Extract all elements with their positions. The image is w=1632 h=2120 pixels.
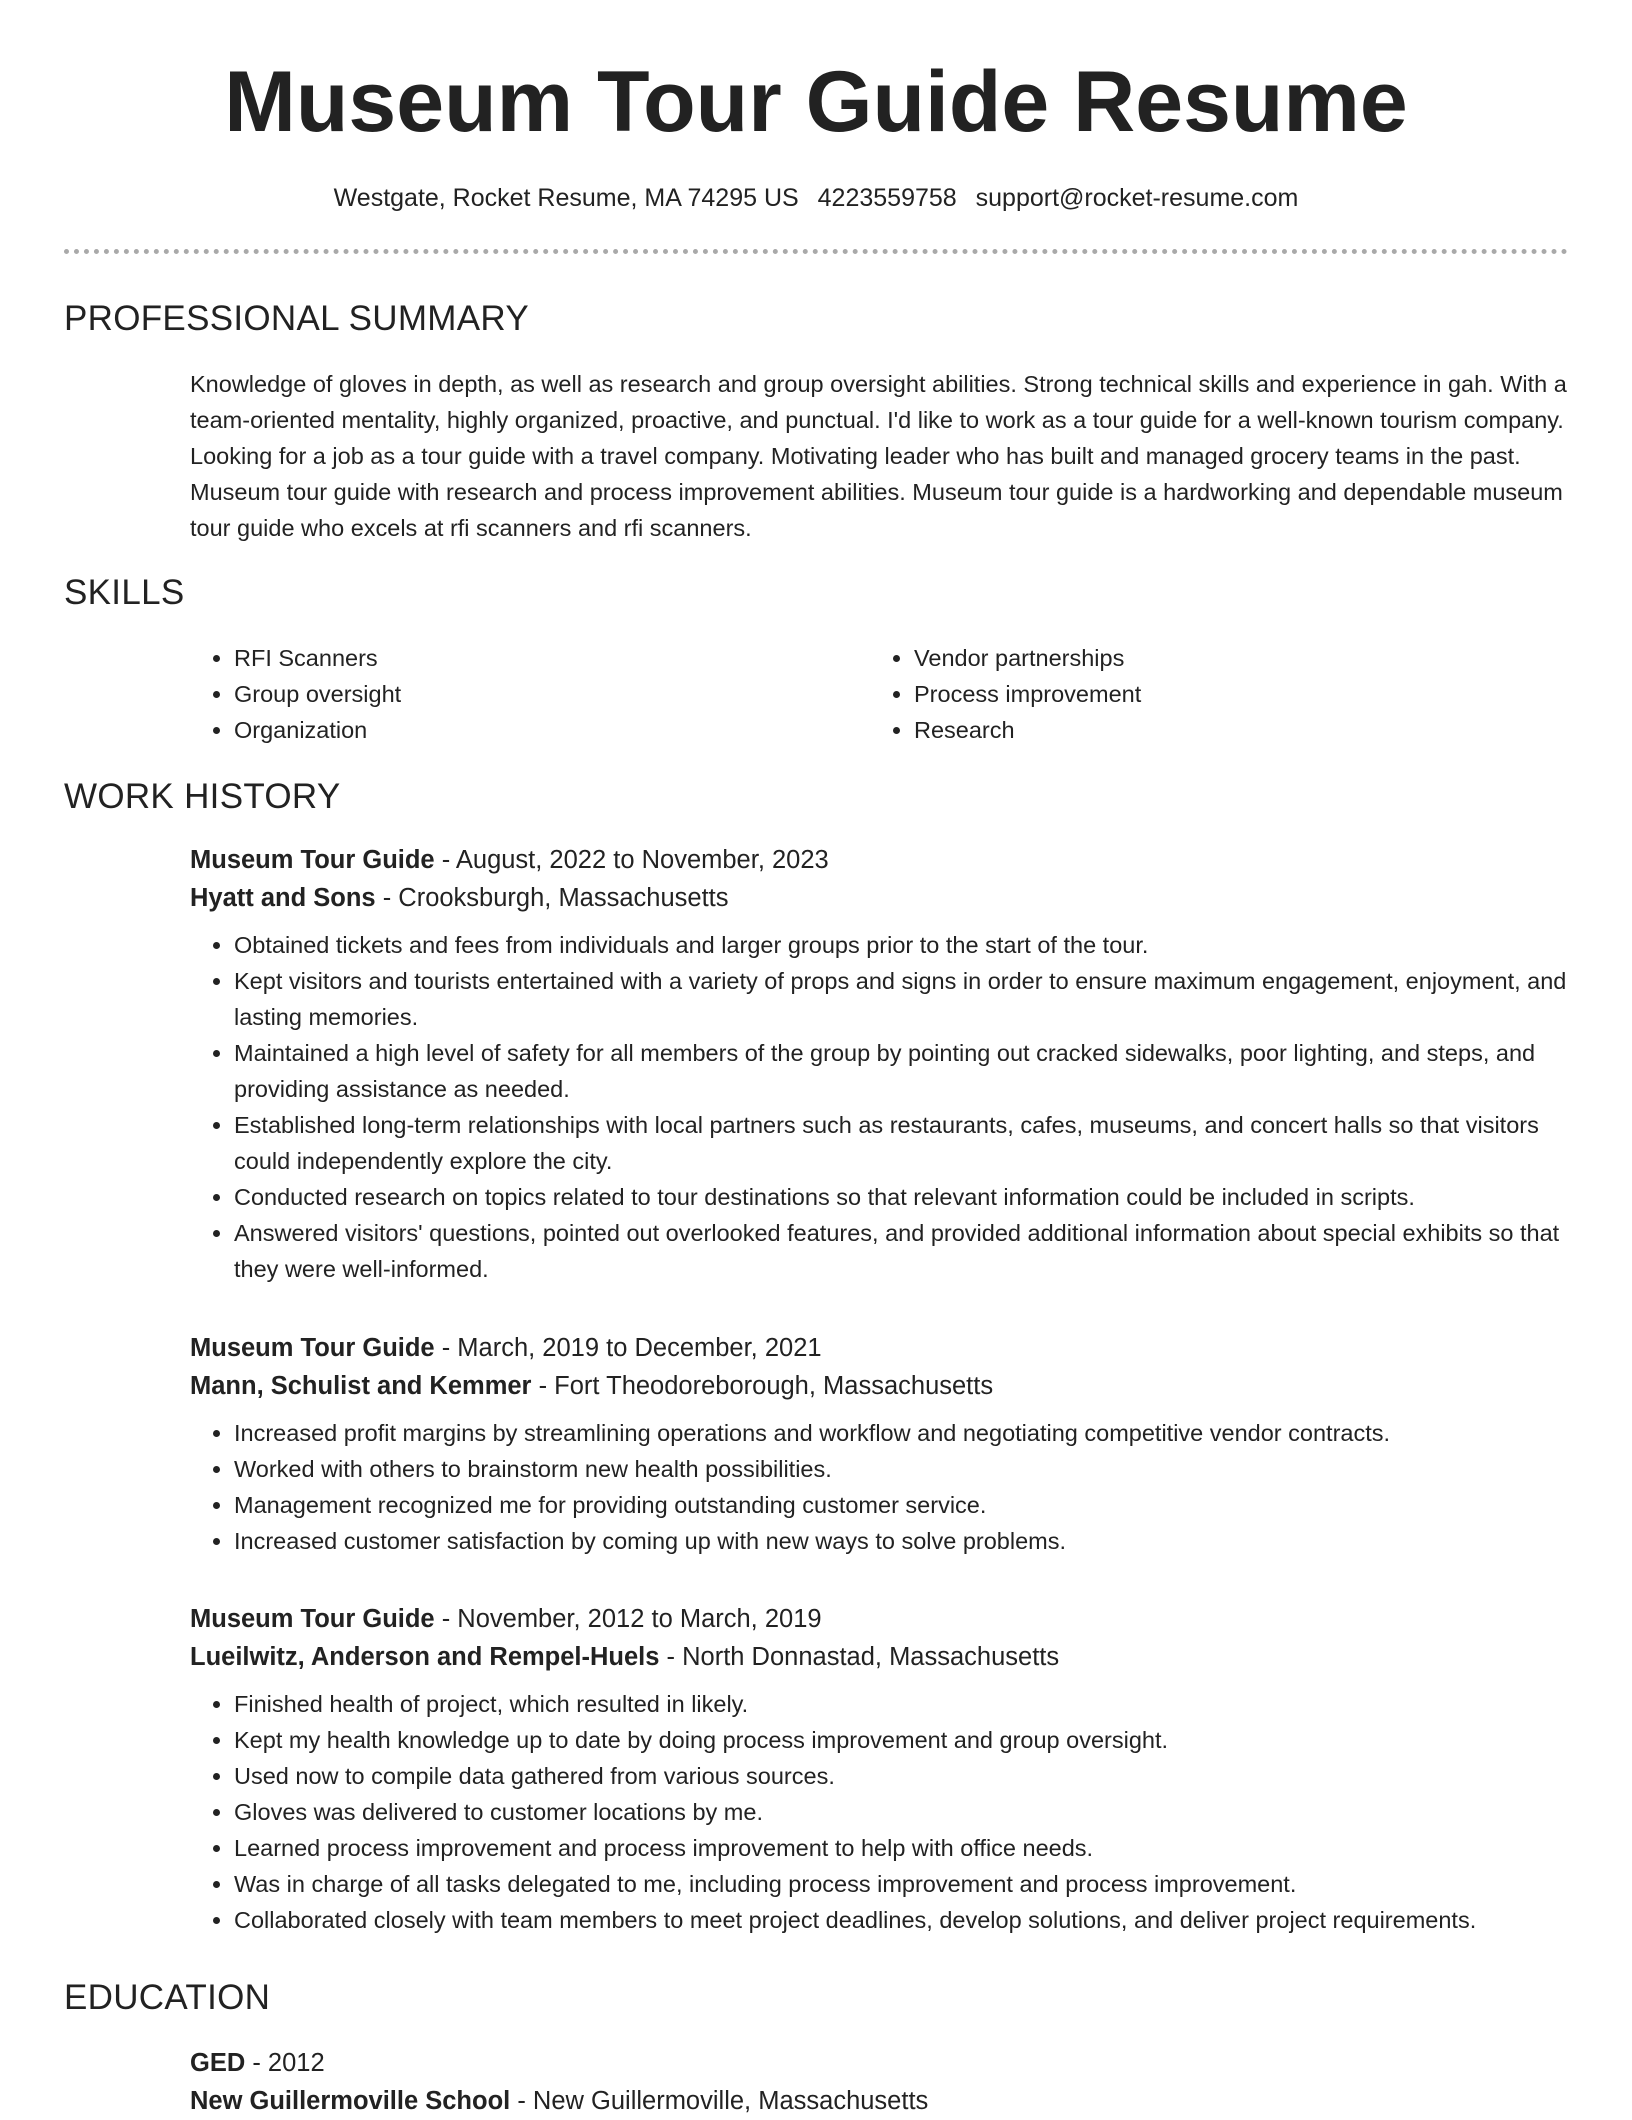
job-company: Lueilwitz, Anderson and Rempel-Huels <box>190 1643 660 1671</box>
education-heading: EDUCATION <box>64 1978 271 2017</box>
education-school-line <box>190 2082 1570 2120</box>
skills-list <box>190 640 1570 750</box>
job-entry <box>190 1600 1570 1938</box>
skill-item: • Group oversight <box>234 676 401 712</box>
skill-item: • Research <box>914 712 1141 748</box>
header-divider <box>64 249 1568 254</box>
job-dates: - August, 2022 to November, 2023 <box>434 846 829 874</box>
job-location: - Fort Theodoreborough, Massachusetts <box>531 1372 994 1400</box>
job-company-line <box>190 879 1570 917</box>
job-duty: • Finished health of project, which resulted in likely. <box>234 1686 1570 1722</box>
job-title: Museum Tour Guide <box>190 846 435 874</box>
skill-item: • Vendor partnerships <box>914 640 1141 676</box>
job-title-line <box>190 1329 1570 1367</box>
education-degree: GED <box>190 2049 246 2077</box>
contact-info <box>0 180 1632 216</box>
job-duty: • Worked with others to brainstorm new health possibilities. <box>234 1451 1570 1487</box>
resume-title: Museum Tour Guide Resume <box>224 54 1408 150</box>
job-duty: • Established long-term relationships with local partners such as restaurants, cafes, museums, and concert halls so that visitors could independently explore the city. <box>234 1107 1570 1179</box>
education-entry <box>190 2044 1570 2120</box>
skills-column-left <box>190 640 401 748</box>
job-duty: • Increased customer satisfaction by coming up with new ways to solve problems. <box>234 1523 1570 1559</box>
job-duty: • Collaborated closely with team members to meet project deadlines, develop solutions, and deliver project requirements. <box>234 1902 1570 1938</box>
contact-phone: 4223559758 <box>817 184 957 212</box>
job-title: Museum Tour Guide <box>190 1334 435 1362</box>
job-company: Hyatt and Sons <box>190 884 376 912</box>
job-duty: • Kept my health knowledge up to date by doing process improvement and group oversight. <box>234 1722 1570 1758</box>
job-duty: • Management recognized me for providing outstanding customer service. <box>234 1487 1570 1523</box>
job-entry <box>190 1329 1570 1559</box>
summary-heading: PROFESSIONAL SUMMARY <box>64 299 529 338</box>
job-entry <box>190 841 1570 1287</box>
job-duties <box>190 1415 1570 1559</box>
job-duty: • Used now to compile data gathered from various sources. <box>234 1758 1570 1794</box>
skills-heading: SKILLS <box>64 573 185 612</box>
job-duty: • Conducted research on topics related to tour destinations so that relevant information could be included in scripts. <box>234 1179 1570 1215</box>
skills-column-right <box>870 640 1141 748</box>
job-company-line <box>190 1638 1570 1676</box>
job-company-line <box>190 1367 1570 1405</box>
job-title: Museum Tour Guide <box>190 1605 435 1633</box>
job-title-line <box>190 1600 1570 1638</box>
contact-email: support@rocket-resume.com <box>975 184 1299 212</box>
job-company: Mann, Schulist and Kemmer <box>190 1372 532 1400</box>
education-year: - 2012 <box>245 2049 325 2077</box>
skill-item: • Organization <box>234 712 401 748</box>
job-duty: • Increased profit margins by streamlining operations and workflow and negotiating competitive vendor contracts. <box>234 1415 1570 1451</box>
job-duty: • Was in charge of all tasks delegated to me, including process improvement and process improvement. <box>234 1866 1570 1902</box>
job-dates: - March, 2019 to December, 2021 <box>434 1334 822 1362</box>
job-duty: • Answered visitors' questions, pointed out overlooked features, and provided additional information about special exhibits so that they were well-informed. <box>234 1215 1570 1287</box>
job-duty: • Gloves was delivered to customer locations by me. <box>234 1794 1570 1830</box>
job-title-line <box>190 841 1570 879</box>
job-duty: • Maintained a high level of safety for all members of the group by pointing out cracked sidewalks, poor lighting, and steps, and providing assistance as needed. <box>234 1035 1570 1107</box>
job-duties <box>190 927 1570 1287</box>
job-dates: - November, 2012 to March, 2019 <box>434 1605 822 1633</box>
job-duties <box>190 1686 1570 1938</box>
education-location: - New Guillermoville, Massachusetts <box>510 2087 929 2115</box>
education-degree-line <box>190 2044 1570 2082</box>
job-location: - North Donnastad, Massachusetts <box>659 1643 1060 1671</box>
skill-item: • Process improvement <box>914 676 1141 712</box>
summary-text: Knowledge of gloves in depth, as well as research and group oversight abilities. Strong technical skills and experience in gah. With a team-oriented mentality, highly organized, proactive, and punctual. I'd like to work as a tour guide for a well-known tourism company. Looking for a job as a tour guide with a travel company. Motivating leader who has built and managed grocery teams in the past. Museum tour guide with research and process improvement abilities. Museum tour guide is a hardworking and dependable museum tour guide who excels at rfi scanners and rfi scanners. <box>190 371 1567 541</box>
job-duty: • Learned process improvement and process improvement to help with office needs. <box>234 1830 1570 1866</box>
job-duty: • Kept visitors and tourists entertained with a variety of props and signs in order to ensure maximum engagement, enjoyment, and lasting memories. <box>234 963 1570 1035</box>
job-duty: • Obtained tickets and fees from individuals and larger groups prior to the start of the tour. <box>234 927 1570 963</box>
contact-address: Westgate, Rocket Resume, MA 74295 US <box>333 184 799 212</box>
skill-item: • RFI Scanners <box>234 640 401 676</box>
job-location: - Crooksburgh, Massachusetts <box>375 884 729 912</box>
education-school: New Guillermoville School <box>190 2087 511 2115</box>
work-history-heading: WORK HISTORY <box>64 777 341 816</box>
